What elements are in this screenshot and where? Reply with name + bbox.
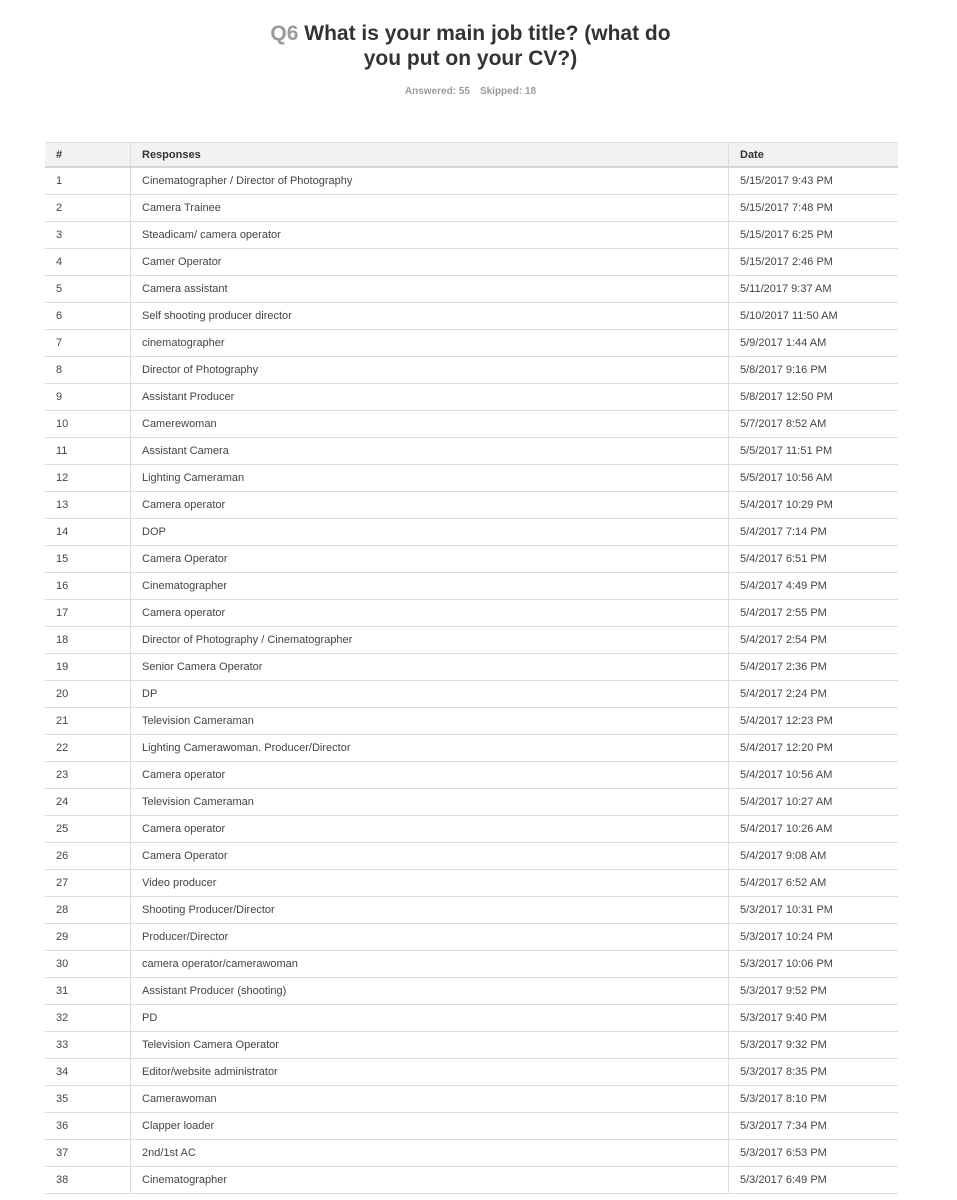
row-date: 5/3/2017 6:49 PM: [729, 1167, 899, 1194]
table-row: [45, 222, 898, 249]
row-date: 5/15/2017 7:48 PM: [729, 195, 899, 222]
row-date: 5/4/2017 12:23 PM: [729, 708, 899, 735]
row-number: 11: [45, 438, 131, 465]
row-number: 22: [45, 735, 131, 762]
table-row: [45, 1032, 898, 1059]
row-number: 32: [45, 1005, 131, 1032]
row-date: 5/4/2017 10:27 AM: [729, 789, 899, 816]
table-row: [45, 1005, 898, 1032]
row-response: Producer/Director: [131, 924, 729, 951]
table-row: [45, 1113, 898, 1140]
row-date: 5/3/2017 10:31 PM: [729, 897, 899, 924]
row-date: 5/4/2017 2:36 PM: [729, 654, 899, 681]
row-response: Cinematographer / Director of Photography: [131, 167, 729, 195]
table-row: [45, 519, 898, 546]
table-row: [45, 573, 898, 600]
row-number: 17: [45, 600, 131, 627]
row-number: 33: [45, 1032, 131, 1059]
table-row: [45, 735, 898, 762]
row-date: 5/4/2017 2:24 PM: [729, 681, 899, 708]
row-response: Lighting Camerawoman. Producer/Director: [131, 735, 729, 762]
row-response: Cinematographer: [131, 1167, 729, 1194]
row-response: Assistant Camera: [131, 438, 729, 465]
row-date: 5/10/2017 11:50 AM: [729, 303, 899, 330]
row-response: Camera Trainee: [131, 195, 729, 222]
row-date: 5/3/2017 7:34 PM: [729, 1113, 899, 1140]
row-response: Camera operator: [131, 600, 729, 627]
row-date: 5/4/2017 6:52 AM: [729, 870, 899, 897]
row-date: 5/4/2017 2:55 PM: [729, 600, 899, 627]
row-number: 8: [45, 357, 131, 384]
row-number: 9: [45, 384, 131, 411]
row-number: 7: [45, 330, 131, 357]
table-row: [45, 357, 898, 384]
question-title-line-1: [0, 21, 941, 46]
row-number: 19: [45, 654, 131, 681]
table-row: [45, 789, 898, 816]
row-response: Assistant Producer: [131, 384, 729, 411]
row-date: 5/11/2017 9:37 AM: [729, 276, 899, 303]
row-number: 34: [45, 1059, 131, 1086]
row-response: Senior Camera Operator: [131, 654, 729, 681]
table-header-row: [45, 143, 898, 168]
table-row: [45, 681, 898, 708]
skipped-count: Skipped: 18: [479, 86, 537, 97]
row-response: camera operator/camerawoman: [131, 951, 729, 978]
table-row: [45, 924, 898, 951]
row-response: Steadicam/ camera operator: [131, 222, 729, 249]
row-number: 28: [45, 897, 131, 924]
row-response: Video producer: [131, 870, 729, 897]
row-date: 5/8/2017 9:16 PM: [729, 357, 899, 384]
row-response: Assistant Producer (shooting): [131, 978, 729, 1005]
row-date: 5/3/2017 8:35 PM: [729, 1059, 899, 1086]
table-row: [45, 330, 898, 357]
row-number: 12: [45, 465, 131, 492]
row-number: 4: [45, 249, 131, 276]
row-number: 3: [45, 222, 131, 249]
row-response: Camera operator: [131, 492, 729, 519]
row-number: 10: [45, 411, 131, 438]
row-number: 2: [45, 195, 131, 222]
row-date: 5/4/2017 2:54 PM: [729, 627, 899, 654]
row-date: 5/3/2017 10:06 PM: [729, 951, 899, 978]
table-row: [45, 492, 898, 519]
row-response: Cinematographer: [131, 573, 729, 600]
table-row: [45, 276, 898, 303]
row-number: 5: [45, 276, 131, 303]
row-number: 18: [45, 627, 131, 654]
row-response: 2nd/1st AC: [131, 1140, 729, 1167]
row-date: 5/4/2017 10:29 PM: [729, 492, 899, 519]
table-row: [45, 303, 898, 330]
row-number: 24: [45, 789, 131, 816]
table-row: [45, 816, 898, 843]
table-body: [45, 167, 898, 1194]
table-row: [45, 411, 898, 438]
row-date: 5/3/2017 10:24 PM: [729, 924, 899, 951]
row-number: 31: [45, 978, 131, 1005]
row-date: 5/3/2017 9:32 PM: [729, 1032, 899, 1059]
row-number: 16: [45, 573, 131, 600]
row-date: 5/15/2017 2:46 PM: [729, 249, 899, 276]
row-response: Camera operator: [131, 762, 729, 789]
row-date: 5/7/2017 8:52 AM: [729, 411, 899, 438]
table-row: [45, 195, 898, 222]
row-number: 20: [45, 681, 131, 708]
row-response: Camera Operator: [131, 546, 729, 573]
column-header-number: #: [45, 143, 131, 168]
table-row: [45, 465, 898, 492]
table-row: [45, 438, 898, 465]
column-header-responses: Responses: [131, 143, 729, 168]
row-date: 5/4/2017 10:56 AM: [729, 762, 899, 789]
table-row: [45, 1167, 898, 1194]
row-date: 5/3/2017 9:52 PM: [729, 978, 899, 1005]
row-number: 37: [45, 1140, 131, 1167]
row-date: 5/5/2017 11:51 PM: [729, 438, 899, 465]
row-response: Editor/website administrator: [131, 1059, 729, 1086]
row-number: 26: [45, 843, 131, 870]
row-date: 5/4/2017 7:14 PM: [729, 519, 899, 546]
row-date: 5/15/2017 6:25 PM: [729, 222, 899, 249]
table-row: [45, 600, 898, 627]
row-number: 35: [45, 1086, 131, 1113]
table-row: [45, 654, 898, 681]
row-date: 5/4/2017 12:20 PM: [729, 735, 899, 762]
table-row: [45, 708, 898, 735]
row-date: 5/5/2017 10:56 AM: [729, 465, 899, 492]
row-date: 5/8/2017 12:50 PM: [729, 384, 899, 411]
table-row: [45, 1059, 898, 1086]
row-number: 25: [45, 816, 131, 843]
question-text-line-2: you put on your CV?): [363, 47, 578, 70]
row-date: 5/4/2017 6:51 PM: [729, 546, 899, 573]
row-response: DP: [131, 681, 729, 708]
question-text-line-1: What is your main job title? (what do: [304, 22, 671, 45]
row-response: Television Camera Operator: [131, 1032, 729, 1059]
row-response: cinematographer: [131, 330, 729, 357]
row-number: 21: [45, 708, 131, 735]
row-number: 15: [45, 546, 131, 573]
table-row: [45, 843, 898, 870]
row-number: 14: [45, 519, 131, 546]
table-row: [45, 897, 898, 924]
row-response: Camera Operator: [131, 843, 729, 870]
table-row: [45, 1086, 898, 1113]
row-response: Self shooting producer director: [131, 303, 729, 330]
row-response: Shooting Producer/Director: [131, 897, 729, 924]
row-number: 1: [45, 167, 131, 195]
response-summary: [0, 86, 941, 97]
row-number: 29: [45, 924, 131, 951]
row-response: DOP: [131, 519, 729, 546]
row-number: 38: [45, 1167, 131, 1194]
row-date: 5/9/2017 1:44 AM: [729, 330, 899, 357]
row-number: 6: [45, 303, 131, 330]
table-row: [45, 384, 898, 411]
row-response: Director of Photography / Cinematographer: [131, 627, 729, 654]
answered-count: Answered: 55: [404, 86, 470, 97]
table-row: [45, 167, 898, 195]
row-response: Clapper loader: [131, 1113, 729, 1140]
table-row: [45, 627, 898, 654]
row-number: 30: [45, 951, 131, 978]
row-date: 5/3/2017 8:10 PM: [729, 1086, 899, 1113]
table-row: [45, 870, 898, 897]
row-response: Director of Photography: [131, 357, 729, 384]
row-number: 23: [45, 762, 131, 789]
row-date: 5/3/2017 6:53 PM: [729, 1140, 899, 1167]
row-response: PD: [131, 1005, 729, 1032]
responses-table: [45, 142, 898, 1194]
question-number: Q6: [270, 22, 299, 45]
row-response: Television Cameraman: [131, 789, 729, 816]
row-response: Lighting Cameraman: [131, 465, 729, 492]
table-row: [45, 762, 898, 789]
row-response: Camer Operator: [131, 249, 729, 276]
row-response: Camerewoman: [131, 411, 729, 438]
row-response: Camera assistant: [131, 276, 729, 303]
row-response: Camerawoman: [131, 1086, 729, 1113]
row-date: 5/4/2017 9:08 AM: [729, 843, 899, 870]
row-response: Camera operator: [131, 816, 729, 843]
row-number: 36: [45, 1113, 131, 1140]
row-date: 5/4/2017 4:49 PM: [729, 573, 899, 600]
row-date: 5/3/2017 9:40 PM: [729, 1005, 899, 1032]
row-date: 5/4/2017 10:26 AM: [729, 816, 899, 843]
table-row: [45, 978, 898, 1005]
row-number: 13: [45, 492, 131, 519]
table-row: [45, 1140, 898, 1167]
row-number: 27: [45, 870, 131, 897]
table-row: [45, 951, 898, 978]
question-title: [0, 21, 941, 71]
row-response: Television Cameraman: [131, 708, 729, 735]
table-row: [45, 249, 898, 276]
row-date: 5/15/2017 9:43 PM: [729, 167, 899, 195]
column-header-date: Date: [729, 143, 899, 168]
table-row: [45, 546, 898, 573]
